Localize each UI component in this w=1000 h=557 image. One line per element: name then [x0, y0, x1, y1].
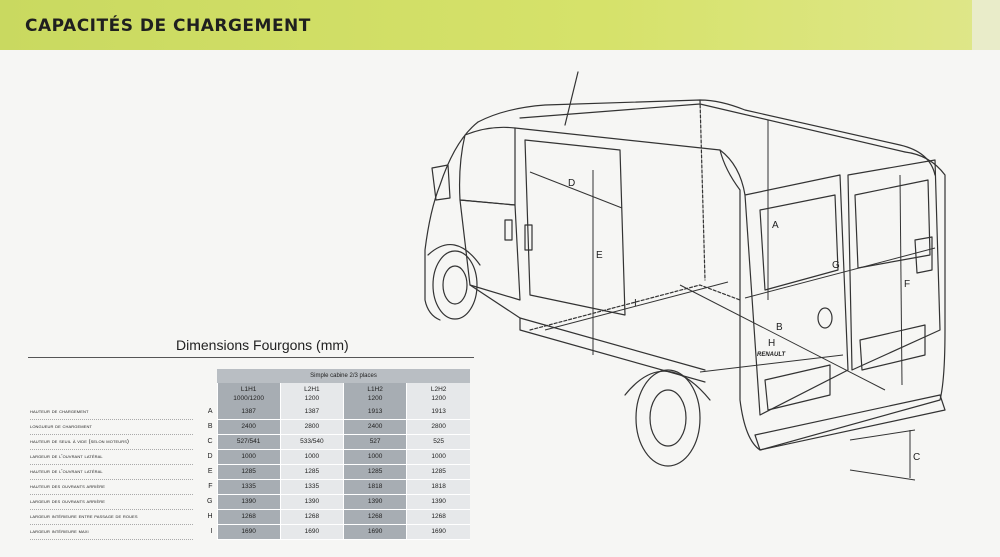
row-label: largeur des ouvrants arrière [30, 495, 193, 510]
table-cell: 1690 [344, 525, 407, 540]
rear-right-door [848, 160, 940, 370]
table-cell: 2800 [407, 420, 470, 435]
row-code: I [210, 528, 213, 535]
dimensions-table [30, 369, 470, 540]
dim-label-c: C [913, 452, 921, 463]
table-row [30, 465, 470, 480]
row-code: G [207, 498, 213, 505]
page-title: CAPACITÉS DE CHARGEMENT [25, 16, 311, 36]
table-row [30, 420, 470, 435]
table-cell: 1000 [217, 450, 280, 465]
dim-label-f: F [904, 279, 911, 290]
table-cell: 1387 [217, 405, 280, 420]
van-roof [478, 100, 935, 175]
van-windshield [460, 127, 515, 205]
van-sliding-door [525, 140, 625, 315]
table-cell: 1387 [280, 405, 343, 420]
row-label: hauteur des ouvrants arrière [30, 480, 193, 495]
dim-label-g: G [832, 260, 840, 271]
rear-window-left [760, 195, 838, 290]
row-code: D [207, 453, 213, 460]
van-front-door [460, 200, 520, 300]
table-cell: 1000 [407, 450, 470, 465]
table-cell: 1335 [217, 480, 280, 495]
table-title: Dimensions Fourgons (mm) [176, 337, 349, 353]
dim-line-f [900, 175, 902, 385]
row-code: A [207, 408, 213, 416]
table-row [30, 450, 470, 465]
van-side-top [515, 128, 745, 195]
table-row [30, 510, 470, 525]
row-code: C [207, 438, 213, 445]
table-cell: 1390 [217, 495, 280, 510]
table-cell: 1390 [280, 495, 343, 510]
dim-line-b [680, 285, 885, 390]
rear-window-right [855, 180, 930, 268]
table-row [30, 435, 470, 450]
dim-label-d: D [568, 178, 576, 189]
table-column-header-row [30, 383, 470, 405]
dim-label-h: H [768, 338, 776, 349]
table-cell: 1000 [280, 450, 343, 465]
row-label: largeur intérieure entre passage de roues [30, 510, 193, 525]
row-label: largeur de l'ouvrant latéral [30, 450, 193, 465]
column-header: L2H2 1200 [407, 383, 470, 405]
table-group-header: Simple cabine 2/3 places [217, 369, 470, 383]
dim-line-g [745, 248, 935, 298]
row-label: hauteur de chargement [30, 405, 193, 420]
table-cell: 2400 [217, 420, 280, 435]
dim-label-e: E [596, 250, 603, 261]
table-cell: 1690 [280, 525, 343, 540]
row-code: B [207, 423, 213, 430]
table-cell: 1913 [344, 405, 407, 420]
dim-label-b: B [776, 322, 783, 333]
row-label: hauteur de l'ouvrant latéral [30, 465, 193, 480]
table-cell: 1913 [407, 405, 470, 420]
dim-label-a: A [772, 220, 779, 231]
column-header: L1H1 1000/1200 [217, 383, 280, 405]
table-row [30, 525, 470, 540]
table-cell: 1268 [344, 510, 407, 525]
table-cell: 2800 [280, 420, 343, 435]
table-cell: 1285 [344, 465, 407, 480]
van-badge: RENAULT [757, 352, 786, 358]
row-label: largeur intérieure maxi [30, 525, 193, 540]
rear-logo [818, 308, 832, 328]
table-row [30, 480, 470, 495]
dimensions-table-wrap [30, 369, 470, 540]
rear-wheel [636, 370, 700, 466]
table-group-header-row [30, 369, 470, 383]
table-cell: 1390 [344, 495, 407, 510]
table-cell: 1268 [217, 510, 280, 525]
table-divider [28, 357, 474, 358]
table-cell: 2400 [344, 420, 407, 435]
table-cell: 1390 [407, 495, 470, 510]
row-code: E [207, 468, 213, 475]
table-cell: 525 [407, 435, 470, 450]
table-cell: 1285 [407, 465, 470, 480]
row-label: hauteur de seuil à vide (selon moteurs) [30, 435, 193, 450]
row-code: F [208, 483, 213, 490]
table-cell: 1285 [217, 465, 280, 480]
row-label: longueur de chargement [30, 420, 193, 435]
table-cell: 1690 [217, 525, 280, 540]
table-row [30, 495, 470, 510]
table-cell: 1335 [280, 480, 343, 495]
table-row [30, 405, 470, 420]
dim-line-d [530, 172, 622, 208]
row-code: H [207, 513, 213, 520]
column-header: L2H1 1200 [280, 383, 343, 405]
table-cell: 1690 [407, 525, 470, 540]
table-cell: 1000 [344, 450, 407, 465]
van-antenna [565, 72, 578, 125]
table-cell: 1818 [407, 480, 470, 495]
license-plate [765, 365, 830, 410]
dim-label-i: I [634, 298, 637, 309]
table-cell: 1268 [280, 510, 343, 525]
van-roof-inner [520, 104, 905, 152]
table-cell: 1818 [344, 480, 407, 495]
table-cell: 533/540 [280, 435, 343, 450]
table-cell: 1268 [407, 510, 470, 525]
table-cell: 527 [344, 435, 407, 450]
table-cell: 1285 [280, 465, 343, 480]
column-header: L1H2 1200 [344, 383, 407, 405]
table-cell: 527/541 [217, 435, 280, 450]
